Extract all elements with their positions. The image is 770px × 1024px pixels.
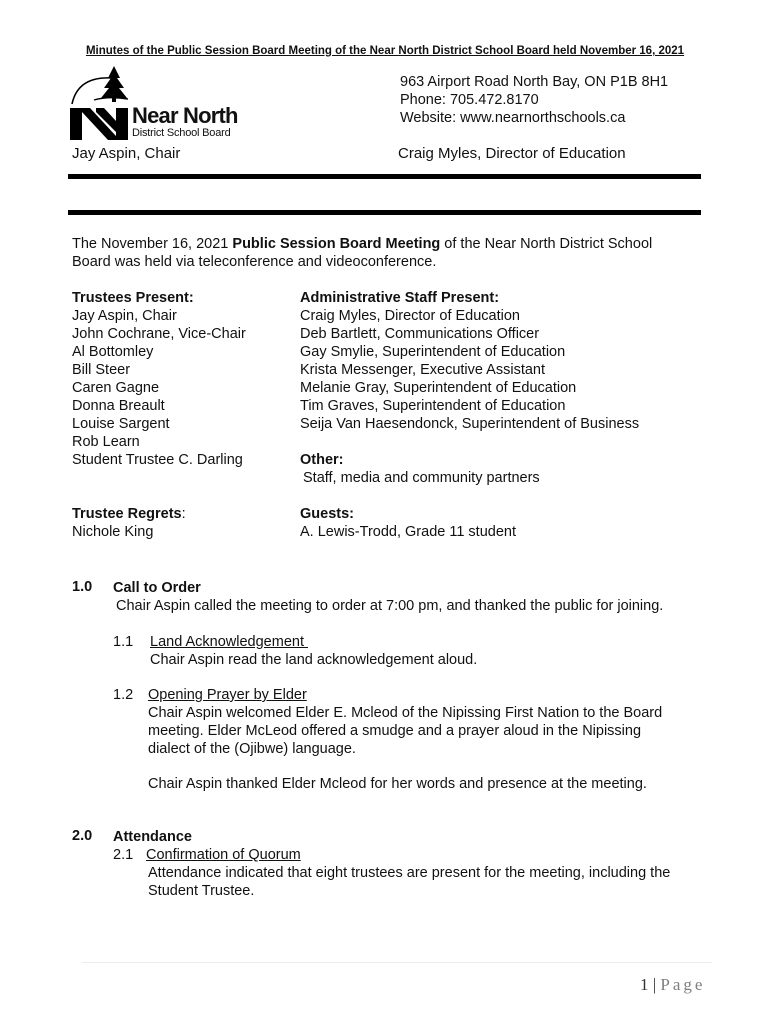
section-1-number: 1.0 (72, 579, 93, 595)
list-item: Student Trustee C. Darling (72, 452, 243, 468)
list-item: Craig Myles, Director of Education (300, 308, 520, 324)
list-item: A. Lewis-Trodd, Grade 11 student (300, 524, 516, 540)
guests-section (300, 505, 516, 541)
list-item: Melanie Gray, Superintendent of Education (300, 380, 577, 396)
director-of-education: Craig Myles, Director of Education (398, 145, 626, 162)
admin-staff-section (300, 289, 639, 433)
paragraph-line: Chair Aspin welcomed Elder E. Mcleod of the Nipissing First Nation to the Board (148, 705, 663, 721)
subsection-2-1-number: 2.1 (113, 847, 134, 863)
subsection-1-2-closing: Chair Aspin thanked Elder Mcleod for her words and presence at the meeting. (148, 776, 647, 792)
section-1-title: Call to Order (113, 580, 201, 596)
page-number-value: 1 (640, 975, 649, 994)
list-item: Krista Messenger, Executive Assistant (300, 362, 545, 378)
regrets-colon: : (181, 506, 186, 522)
section-2-number: 2.0 (72, 828, 93, 844)
footer-divider (82, 962, 712, 963)
list-item: Louise Sargent (72, 416, 170, 432)
contact-address: 963 Airport Road North Bay, ON P1B 8H1 (400, 74, 669, 90)
regrets-heading: Trustee Regrets (72, 506, 182, 522)
guests-heading: Guests: (300, 506, 354, 522)
list-item: Gay Smylie, Superintendent of Education (300, 344, 566, 360)
list-item: Nichole King (72, 524, 154, 540)
list-item: Rob Learn (72, 434, 140, 450)
subsection-1-2-body (148, 704, 662, 758)
trustee-regrets-section (72, 505, 186, 541)
subsection-1-1-title: Land Acknowledgement (150, 634, 308, 650)
paragraph-line: Attendance indicated that eight trustees are present for the meeting, including the (148, 865, 671, 881)
list-item: Bill Steer (72, 362, 131, 378)
admin-staff-heading: Administrative Staff Present: (300, 290, 500, 306)
subsection-1-2-title: Opening Prayer by Elder (148, 687, 307, 703)
list-item: Tim Graves, Superintendent of Education (300, 398, 566, 414)
list-item: John Cochrane, Vice-Chair (72, 326, 246, 342)
subsection-2-1-body (148, 864, 670, 900)
contact-phone: Phone: 705.472.8170 (400, 92, 539, 108)
subsection-1-2-number: 1.2 (113, 687, 134, 703)
other-text: Staff, media and community partners (303, 470, 540, 486)
list-item: Al Bottomley (72, 344, 154, 360)
board-chair: Jay Aspin, Chair (72, 145, 181, 162)
list-item: Seija Van Haesendonck, Superintendent of Business (300, 416, 640, 432)
subsection-2-1-title: Confirmation of Quorum (146, 847, 301, 863)
list-item: Jay Aspin, Chair (72, 308, 177, 324)
list-item: Donna Breault (72, 398, 165, 414)
subsection-1-1-number: 1.1 (113, 634, 134, 650)
list-item: Deb Bartlett, Communications Officer (300, 326, 540, 342)
header-divider-top (68, 174, 701, 179)
section-1-text: Chair Aspin called the meeting to order at 7:00 pm, and thanked the public for joining. (116, 598, 664, 614)
paragraph-line: meeting. Elder McLeod offered a smudge and a prayer aloud in the Nipissing (148, 723, 642, 739)
paragraph-line: dialect of the (Ojibwe) language. (148, 741, 356, 757)
page-label: Page (660, 975, 706, 994)
logo-name: Near North (132, 103, 238, 128)
intro-post: of the Near North District School (440, 236, 653, 252)
intro-bold: Public Session Board Meeting (232, 236, 441, 252)
trustees-present-section (72, 289, 246, 469)
list-item: Caren Gagne (72, 380, 160, 396)
page-number (640, 975, 705, 995)
intro-line2: Board was held via teleconference and videoconference. (72, 254, 437, 270)
other-section (300, 451, 540, 487)
document-header-title: Minutes of the Public Session Board Meeting of the Near North District School Board held November 16, 2021 (85, 45, 685, 57)
contact-website[interactable]: Website: www.nearnorthschools.ca (400, 110, 626, 126)
trustees-present-heading: Trustees Present: (72, 290, 194, 306)
paragraph-line: Student Trustee. (148, 883, 255, 899)
logo-subtitle: District School Board (132, 127, 231, 139)
other-heading: Other: (300, 452, 344, 468)
intro-pre: The November 16, 2021 (72, 236, 233, 252)
subsection-1-1-text: Chair Aspin read the land acknowledgement aloud. (150, 652, 478, 668)
page-number-separator: | (652, 975, 657, 994)
header-divider-bottom (68, 210, 701, 215)
section-2-title: Attendance (113, 829, 192, 845)
intro-paragraph (72, 235, 712, 271)
